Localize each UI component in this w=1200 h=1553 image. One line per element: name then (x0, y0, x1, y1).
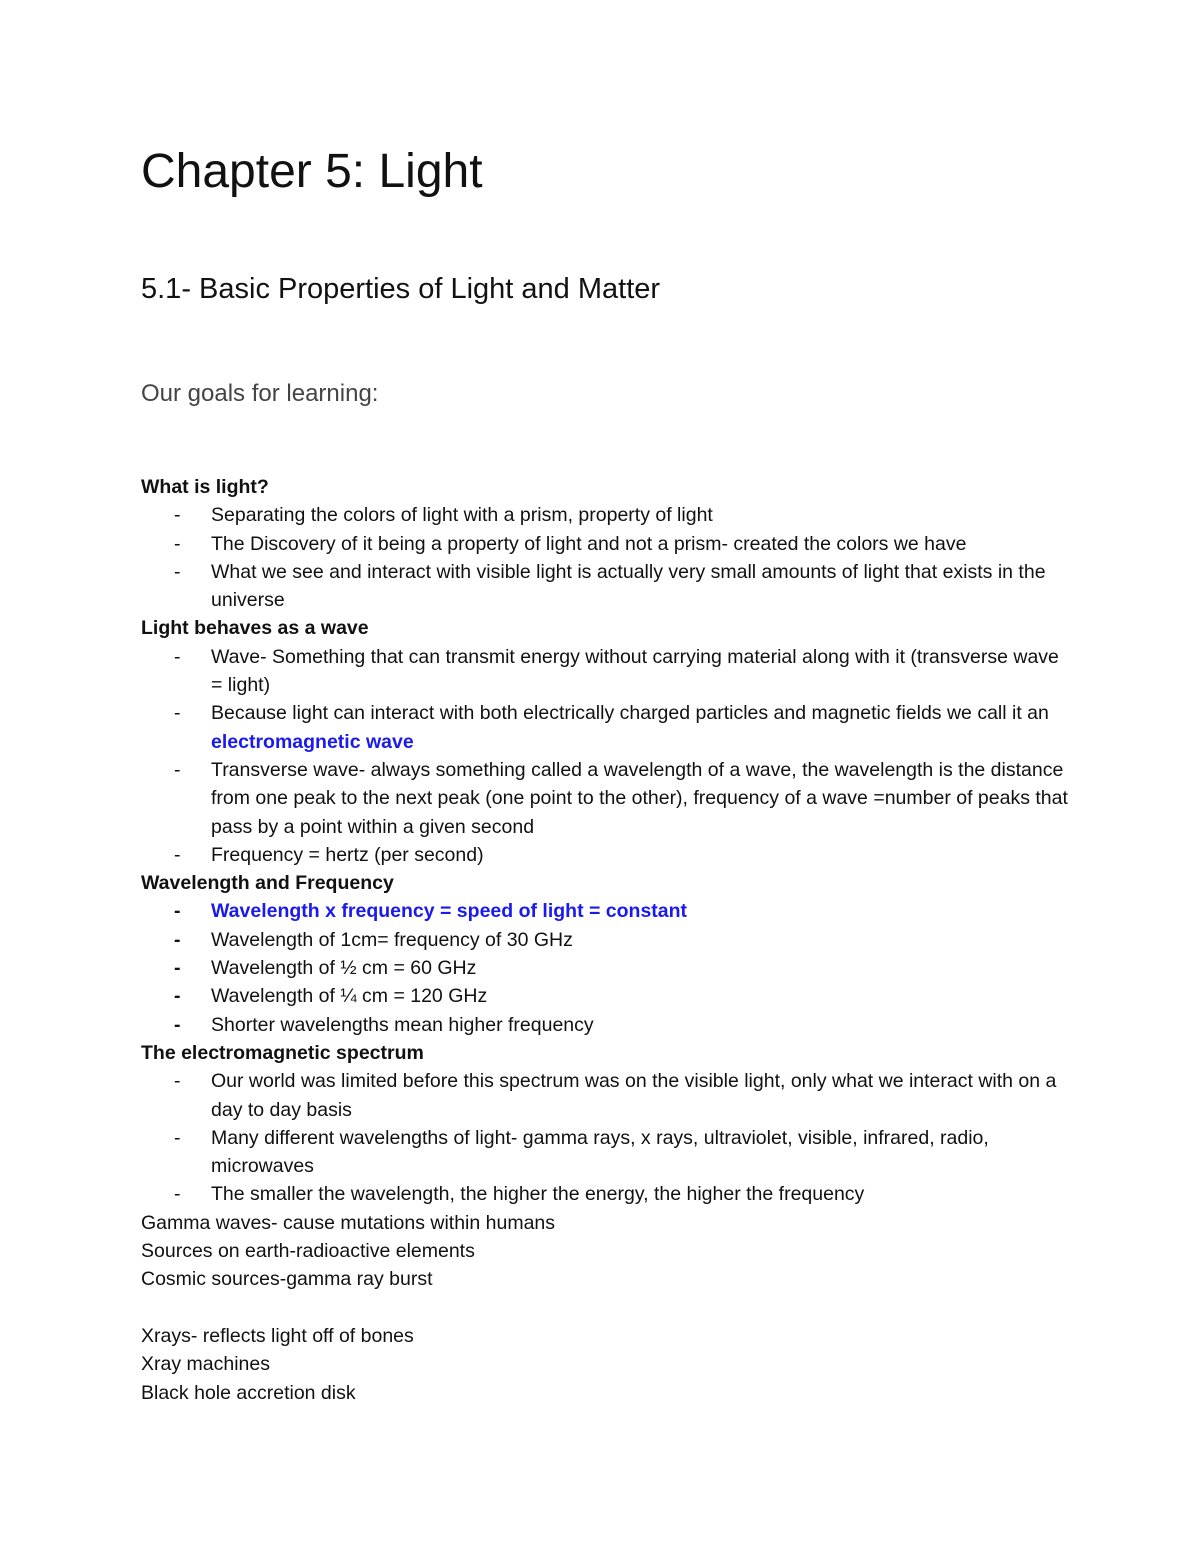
bullet-dash: - (174, 1070, 181, 1093)
list-item (141, 530, 1071, 558)
bullet-dash: - (174, 900, 181, 923)
topic-list-light-wave (141, 643, 1071, 869)
topic-list-wavelength-frequency (141, 897, 1071, 1038)
note-line-gamma: Cosmic sources-gamma ray burst (141, 1268, 433, 1291)
list-item-text: Separating the colors of light with a prism, property of light (211, 504, 713, 527)
topic-heading-what-is-light: What is light? (141, 476, 269, 498)
list-item (141, 643, 1071, 700)
list-item-text: The smaller the wavelength, the higher the energy, the higher the frequency (211, 1183, 865, 1206)
list-item-text: Wavelength of 1cm= frequency of 30 GHz (211, 928, 573, 951)
list-item-text: Frequency = hertz (per second) (211, 843, 484, 866)
note-line-xray: Xrays- reflects light off of bones (141, 1324, 414, 1347)
notes-body (141, 473, 1071, 1407)
list-item (141, 1067, 1071, 1124)
list-item-text: The Discovery of it being a property of light and not a prism- created the colors we have (211, 532, 967, 555)
formula-text: Wavelength x frequency = speed of light = constant (211, 900, 688, 923)
topic-heading-wavelength-frequency: Wavelength and Frequency (141, 872, 394, 895)
bullet-dash: - (174, 1013, 181, 1036)
list-item-text: Because light can interact with both electrically charged particles and magnetic fields we call it an (211, 702, 1049, 725)
list-item (141, 501, 1071, 529)
bullet-dash: - (174, 843, 181, 866)
list-item-text: Shorter wavelengths mean higher frequency (211, 1013, 594, 1036)
topic-heading-light-wave: Light behaves as a wave (141, 617, 369, 640)
list-item-text: What we see and interact with visible light is actually very small amounts of light that exists in the universe (211, 560, 1046, 612)
list-item (141, 558, 1071, 615)
list-item (141, 699, 1071, 756)
list-item (141, 1180, 1071, 1208)
note-line-gamma: Gamma waves- cause mutations within humans (141, 1211, 556, 1234)
bullet-dash: - (174, 1126, 181, 1149)
bullet-dash: - (174, 532, 181, 555)
list-item (141, 756, 1071, 841)
bullet-dash: - (174, 985, 181, 1008)
list-item-text: Many different wavelengths of light- gamma rays, x rays, ultraviolet, visible, infrared, radio, microwaves (211, 1126, 989, 1178)
section-heading: 5.1- Basic Properties of Light and Matter (141, 273, 661, 305)
bullet-dash: - (174, 645, 181, 668)
note-line-xray: Black hole accretion disk (141, 1381, 356, 1404)
topic-list-what-is-light (141, 501, 1071, 614)
bullet-dash: - (174, 702, 181, 725)
highlight-term: electromagnetic wave (211, 730, 414, 753)
bullet-dash: - (174, 560, 181, 583)
topic-heading-em-spectrum: The electromagnetic spectrum (141, 1041, 424, 1064)
bullet-dash: - (174, 1183, 181, 1206)
note-line-xray: Xray machines (141, 1353, 270, 1376)
list-item-text: Wavelength of ½ cm = 60 GHz (211, 957, 477, 980)
list-item (141, 954, 1071, 982)
bullet-dash: - (174, 758, 181, 781)
bullet-dash: - (174, 928, 181, 951)
bullet-dash: - (174, 957, 181, 980)
list-item-text: Wavelength of ¼ cm = 120 GHz (211, 985, 488, 1008)
note-line-gamma: Sources on earth-radioactive elements (141, 1240, 475, 1263)
list-item (141, 1124, 1071, 1181)
chapter-title: Chapter 5: Light (141, 145, 483, 198)
list-item (141, 926, 1071, 954)
list-item (141, 1011, 1071, 1039)
bullet-dash: - (174, 504, 181, 527)
list-item-text: Transverse wave- always something called a wavelength of a wave, the wavelength is the distance from one peak to the next peak (one point to the other), frequency of a wave =number of peaks that pass by a point within a given second (211, 758, 1068, 838)
list-item (141, 897, 1071, 925)
list-item (141, 982, 1071, 1010)
list-item (141, 841, 1071, 869)
goals-heading: Our goals for learning: (141, 380, 379, 407)
topic-list-em-spectrum (141, 1067, 1071, 1208)
list-item-text: Our world was limited before this spectrum was on the visible light, only what we interact with on a day to day basis (211, 1070, 1057, 1121)
list-item-text: Wave- Something that can transmit energy without carrying material along with it (transverse wave = light) (211, 645, 1059, 697)
blank-line (141, 1294, 1071, 1322)
